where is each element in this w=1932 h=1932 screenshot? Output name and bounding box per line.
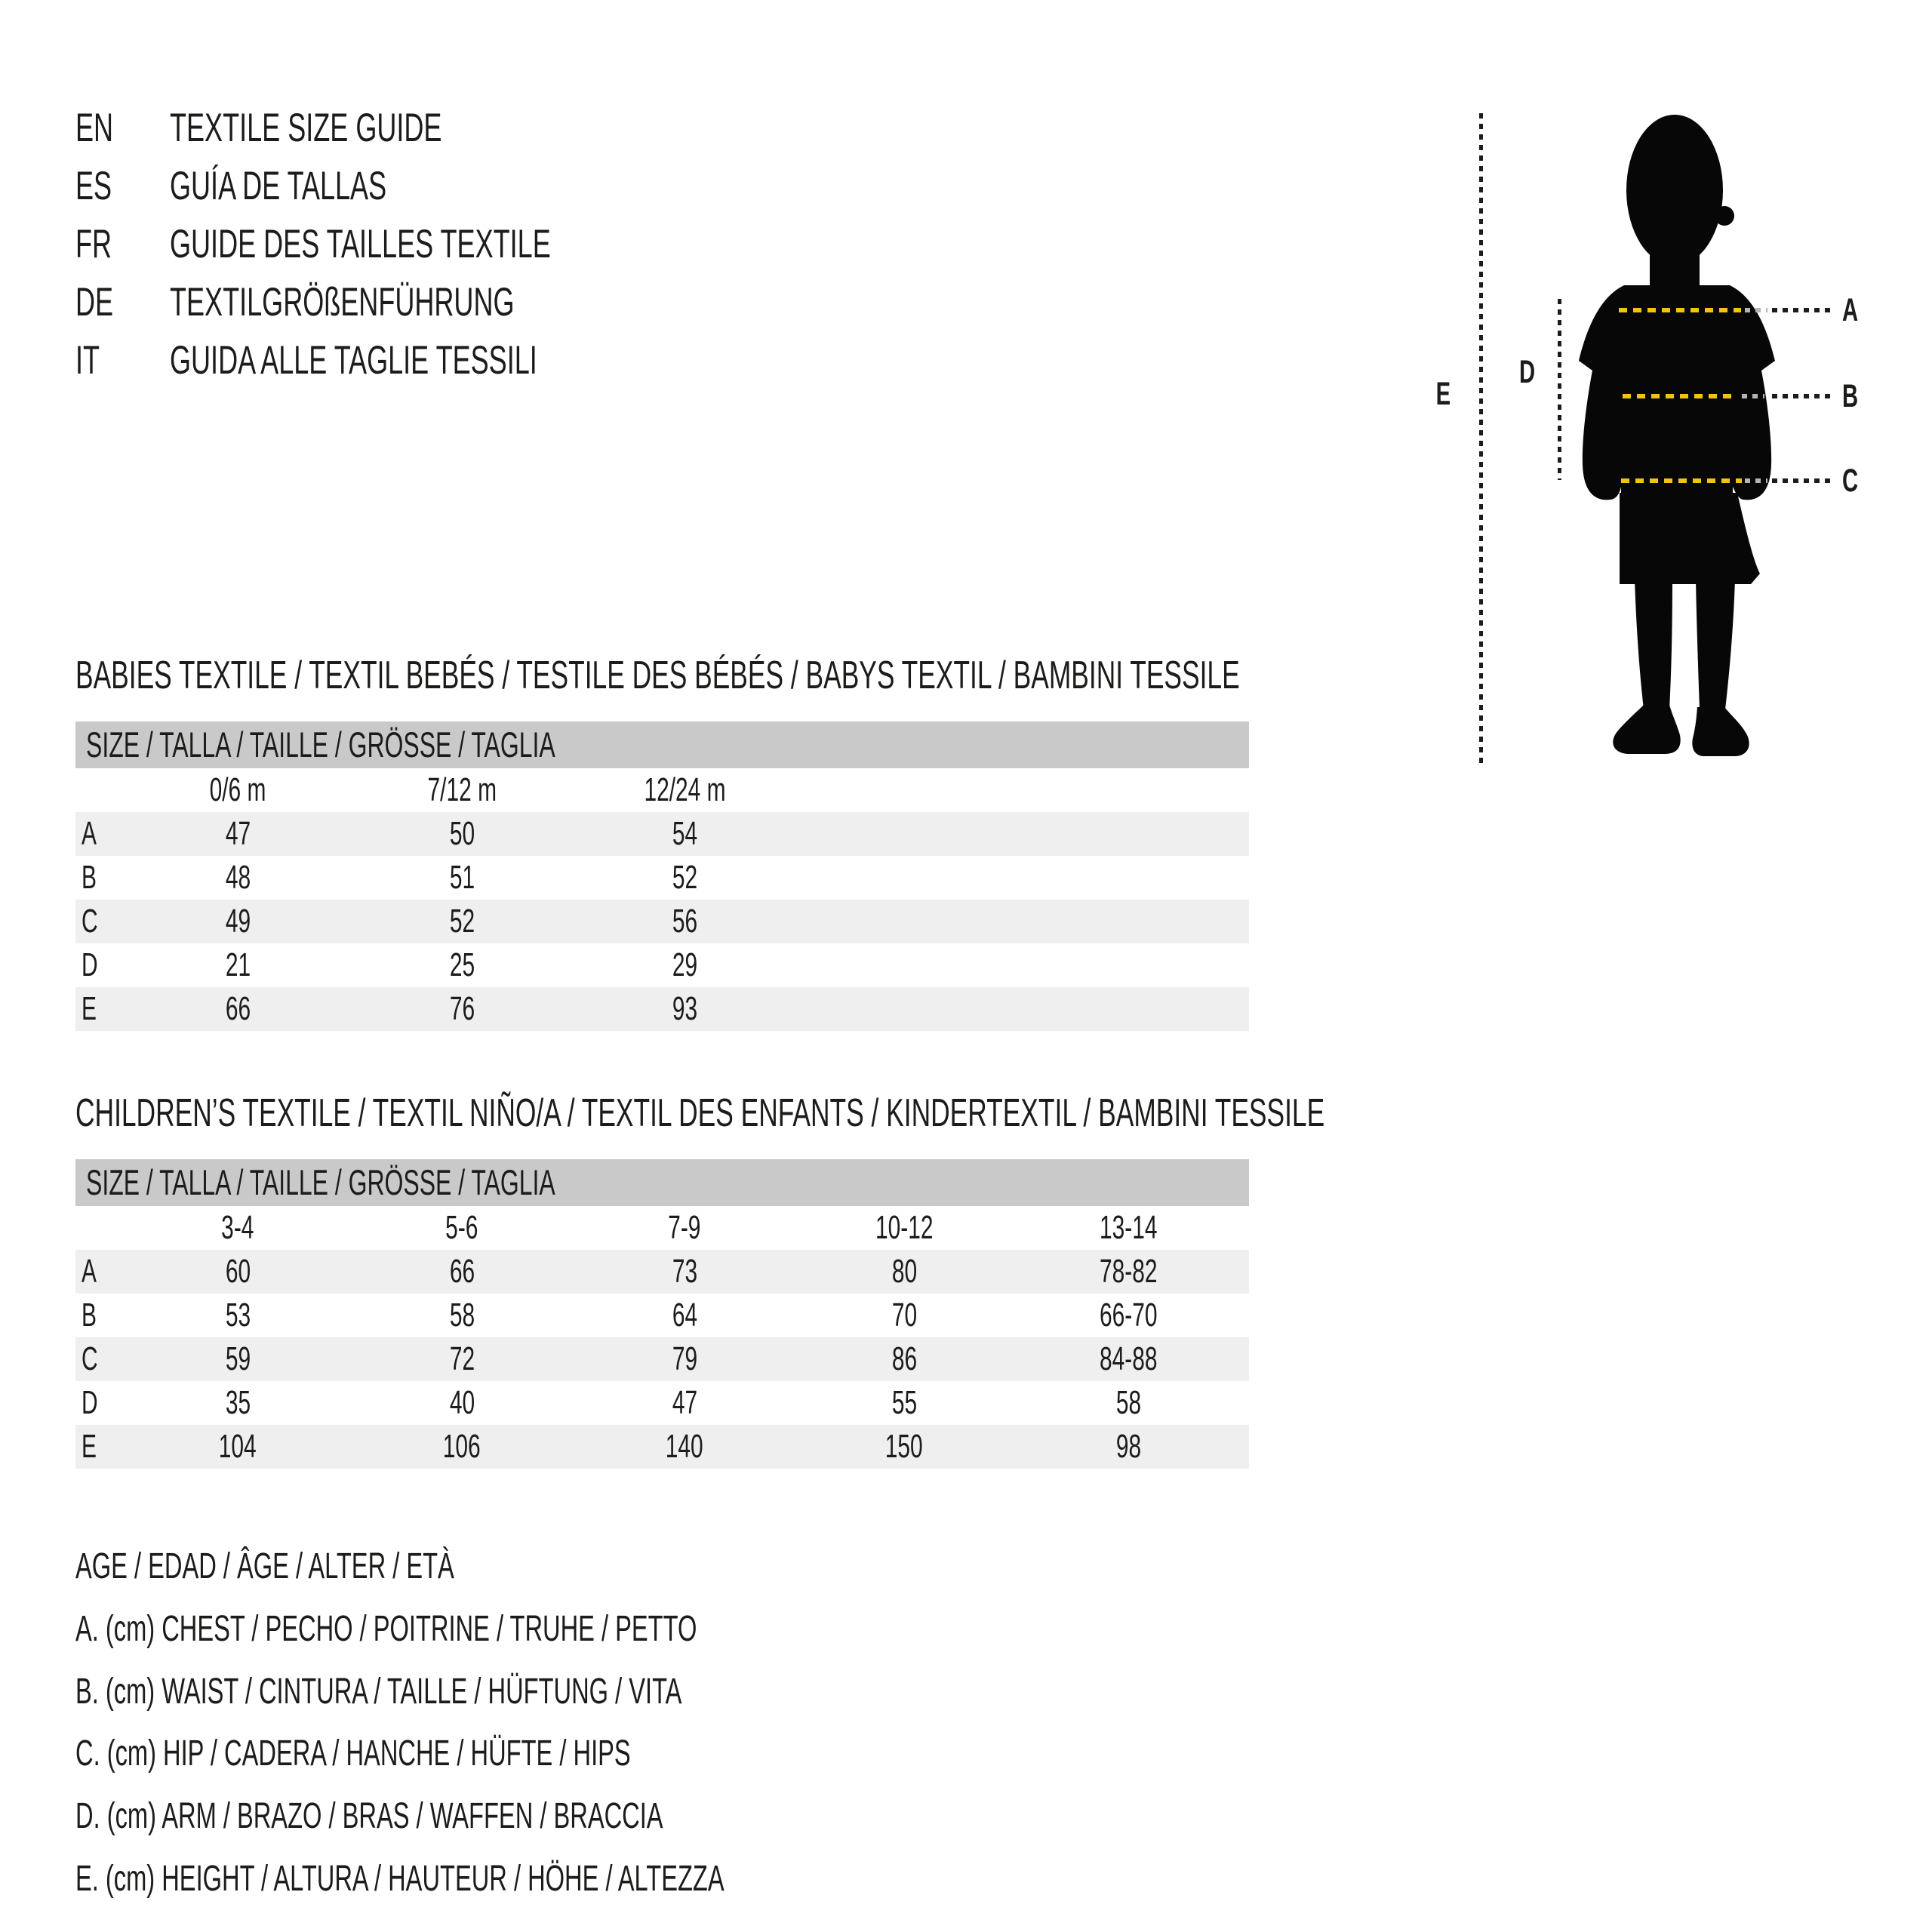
row-label: B <box>82 1297 97 1334</box>
cell-value: 70 <box>891 1297 917 1334</box>
silhouette-shirt <box>1579 285 1775 500</box>
babies-row-e <box>75 987 1249 1031</box>
language-code: FR <box>75 222 112 266</box>
cell-value: 79 <box>672 1340 697 1377</box>
cell-value: 56 <box>672 903 697 940</box>
children-col-4: 13-14 <box>1099 1209 1158 1246</box>
cell-value: 58 <box>1115 1384 1141 1421</box>
cell-value: 49 <box>225 903 251 940</box>
cell-value: 58 <box>449 1297 475 1334</box>
row-label: C <box>82 903 98 940</box>
cell-value: 47 <box>225 815 251 852</box>
cell-value: 93 <box>672 990 697 1027</box>
language-code: DE <box>75 280 114 325</box>
cell-value: 50 <box>449 815 475 852</box>
children-size-header-band <box>75 1159 1249 1206</box>
babies-col-0: 0/6 m <box>209 771 266 808</box>
chest-measure-dash-black <box>1772 308 1832 312</box>
cell-value: 35 <box>225 1384 251 1421</box>
cell-value: 72 <box>449 1340 475 1377</box>
arm-measure-label-d: D <box>1519 354 1536 390</box>
legend-chest-line: A. (cm) CHEST / PECHO / POITRINE / TRUHE / PETTO <box>75 1609 697 1649</box>
row-label: D <box>82 1384 98 1421</box>
cell-value: 66 <box>225 990 251 1027</box>
waist-measure-dash-faint <box>1742 394 1764 398</box>
silhouette-ear <box>1715 206 1734 226</box>
babies-col-2: 12/24 m <box>643 771 726 808</box>
language-code: ES <box>75 164 112 208</box>
cell-value: 52 <box>449 903 475 940</box>
measurement-legend <box>0 1532 1057 1924</box>
silhouette-shorts <box>1620 493 1760 584</box>
cell-value: 59 <box>225 1340 251 1377</box>
waist-measure-label-b: B <box>1842 378 1859 414</box>
row-label: C <box>82 1340 98 1377</box>
babies-row-d <box>75 943 1249 987</box>
cell-value: 104 <box>219 1428 257 1465</box>
hip-measure-dash-yellow <box>1621 478 1742 483</box>
silhouette-neck <box>1650 225 1700 293</box>
cell-value: 54 <box>672 815 697 852</box>
cell-value: 29 <box>672 946 697 983</box>
chest-measure-dash-yellow <box>1619 308 1741 312</box>
babies-row-c <box>75 900 1249 943</box>
children-section-title: CHILDREN’S TEXTILE / TEXTIL NIÑO/A / TEXTIL DES ENFANTS / KINDERTEXTIL / BAMBINI TESSILE <box>75 1091 1325 1135</box>
cell-value: 66 <box>449 1253 475 1290</box>
babies-column-header-row <box>75 768 1249 812</box>
cell-value: 53 <box>225 1297 251 1334</box>
cell-value: 66-70 <box>1099 1297 1158 1334</box>
cell-value: 73 <box>672 1253 697 1290</box>
cell-value: 98 <box>1115 1428 1141 1465</box>
guide-title-en: TEXTILE SIZE GUIDE <box>170 106 442 150</box>
row-label: E <box>82 1428 97 1465</box>
babies-row-a <box>75 812 1249 856</box>
babies-col-1: 7/12 m <box>427 771 497 808</box>
cell-value: 78-82 <box>1099 1253 1158 1290</box>
arm-measure-line-d <box>1558 299 1561 480</box>
cell-value: 47 <box>672 1384 697 1421</box>
cell-value: 25 <box>449 946 475 983</box>
cell-value: 40 <box>449 1384 475 1421</box>
guide-title-it: GUIDA ALLE TAGLIE TESSILI <box>170 338 537 383</box>
legend-age-line: AGE / EDAD / ÂGE / ALTER / ETÀ <box>75 1546 454 1586</box>
cell-value: 76 <box>449 990 475 1027</box>
waist-measure-dash-yellow <box>1623 394 1736 398</box>
cell-value: 52 <box>672 859 697 896</box>
cell-value: 60 <box>225 1253 251 1290</box>
babies-size-header-text: SIZE / TALLA / TAILLE / GRÖSSE / TAGLIA <box>86 724 555 764</box>
row-label: B <box>82 859 97 896</box>
cell-value: 86 <box>891 1340 917 1377</box>
chest-measure-label-a: A <box>1842 292 1859 328</box>
cell-value: 140 <box>666 1428 703 1465</box>
children-col-3: 10-12 <box>875 1209 934 1246</box>
legend-arm-line: D. (cm) ARM / BRAZO / BRAS / WAFFEN / BRACCIA <box>75 1796 663 1836</box>
language-code: IT <box>75 338 100 383</box>
children-column-header-row <box>75 1206 1249 1250</box>
hip-measure-dash-black <box>1772 478 1832 483</box>
cell-value: 84-88 <box>1099 1340 1158 1377</box>
children-size-header-text: SIZE / TALLA / TAILLE / GRÖSSE / TAGLIA <box>86 1162 555 1202</box>
language-title-block <box>0 0 906 392</box>
cell-value: 80 <box>891 1253 917 1290</box>
cell-value: 55 <box>891 1384 917 1421</box>
row-label: A <box>82 815 97 852</box>
hip-measure-label-c: C <box>1842 463 1859 499</box>
children-row-e <box>75 1425 1249 1469</box>
height-measure-label-e: E <box>1435 376 1451 412</box>
language-code: EN <box>75 106 114 150</box>
children-col-0: 3-4 <box>221 1209 254 1246</box>
row-label: D <box>82 946 98 983</box>
cell-value: 48 <box>225 859 251 896</box>
silhouette-right-shoe <box>1692 707 1749 756</box>
legend-height-line: E. (cm) HEIGHT / ALTURA / HAUTEUR / HÖHE / ALTEZZA <box>75 1859 724 1899</box>
guide-title-fr: GUIDE DES TAILLES TEXTILE <box>170 222 551 266</box>
babies-section-title: BABIES TEXTILE / TEXTIL BEBÉS / TESTILE DES BÉBÉS / BABYS TEXTIL / BAMBINI TESSILE <box>75 654 1240 697</box>
silhouette-left-shoe <box>1613 705 1680 754</box>
cell-value: 51 <box>449 859 475 896</box>
waist-measure-dash-black <box>1772 394 1832 398</box>
children-row-c <box>75 1337 1249 1381</box>
row-label: A <box>82 1253 97 1290</box>
guide-title-de: TEXTILGRÖßENFÜHRUNG <box>170 280 515 325</box>
cell-value: 106 <box>443 1428 481 1465</box>
cell-value: 150 <box>885 1428 923 1465</box>
children-row-b <box>75 1294 1249 1337</box>
children-row-a <box>75 1250 1249 1294</box>
children-col-1: 5-6 <box>445 1209 478 1246</box>
hip-measure-dash-faint <box>1745 478 1767 483</box>
children-row-d <box>75 1381 1249 1425</box>
legend-waist-line: B. (cm) WAIST / CINTURA / TAILLE / HÜFTUNG / VITA <box>75 1672 682 1712</box>
babies-row-b <box>75 856 1249 900</box>
row-label: E <box>82 990 97 1027</box>
guide-title-es: GUÍA DE TALLAS <box>170 164 387 208</box>
chest-measure-dash-faint <box>1745 308 1767 312</box>
cell-value: 64 <box>672 1297 697 1334</box>
legend-hip-line: C. (cm) HIP / CADERA / HANCHE / HÜFTE / HIPS <box>75 1734 631 1774</box>
children-col-2: 7-9 <box>668 1209 701 1246</box>
cell-value: 21 <box>225 946 251 983</box>
babies-size-header-band <box>75 721 1249 768</box>
